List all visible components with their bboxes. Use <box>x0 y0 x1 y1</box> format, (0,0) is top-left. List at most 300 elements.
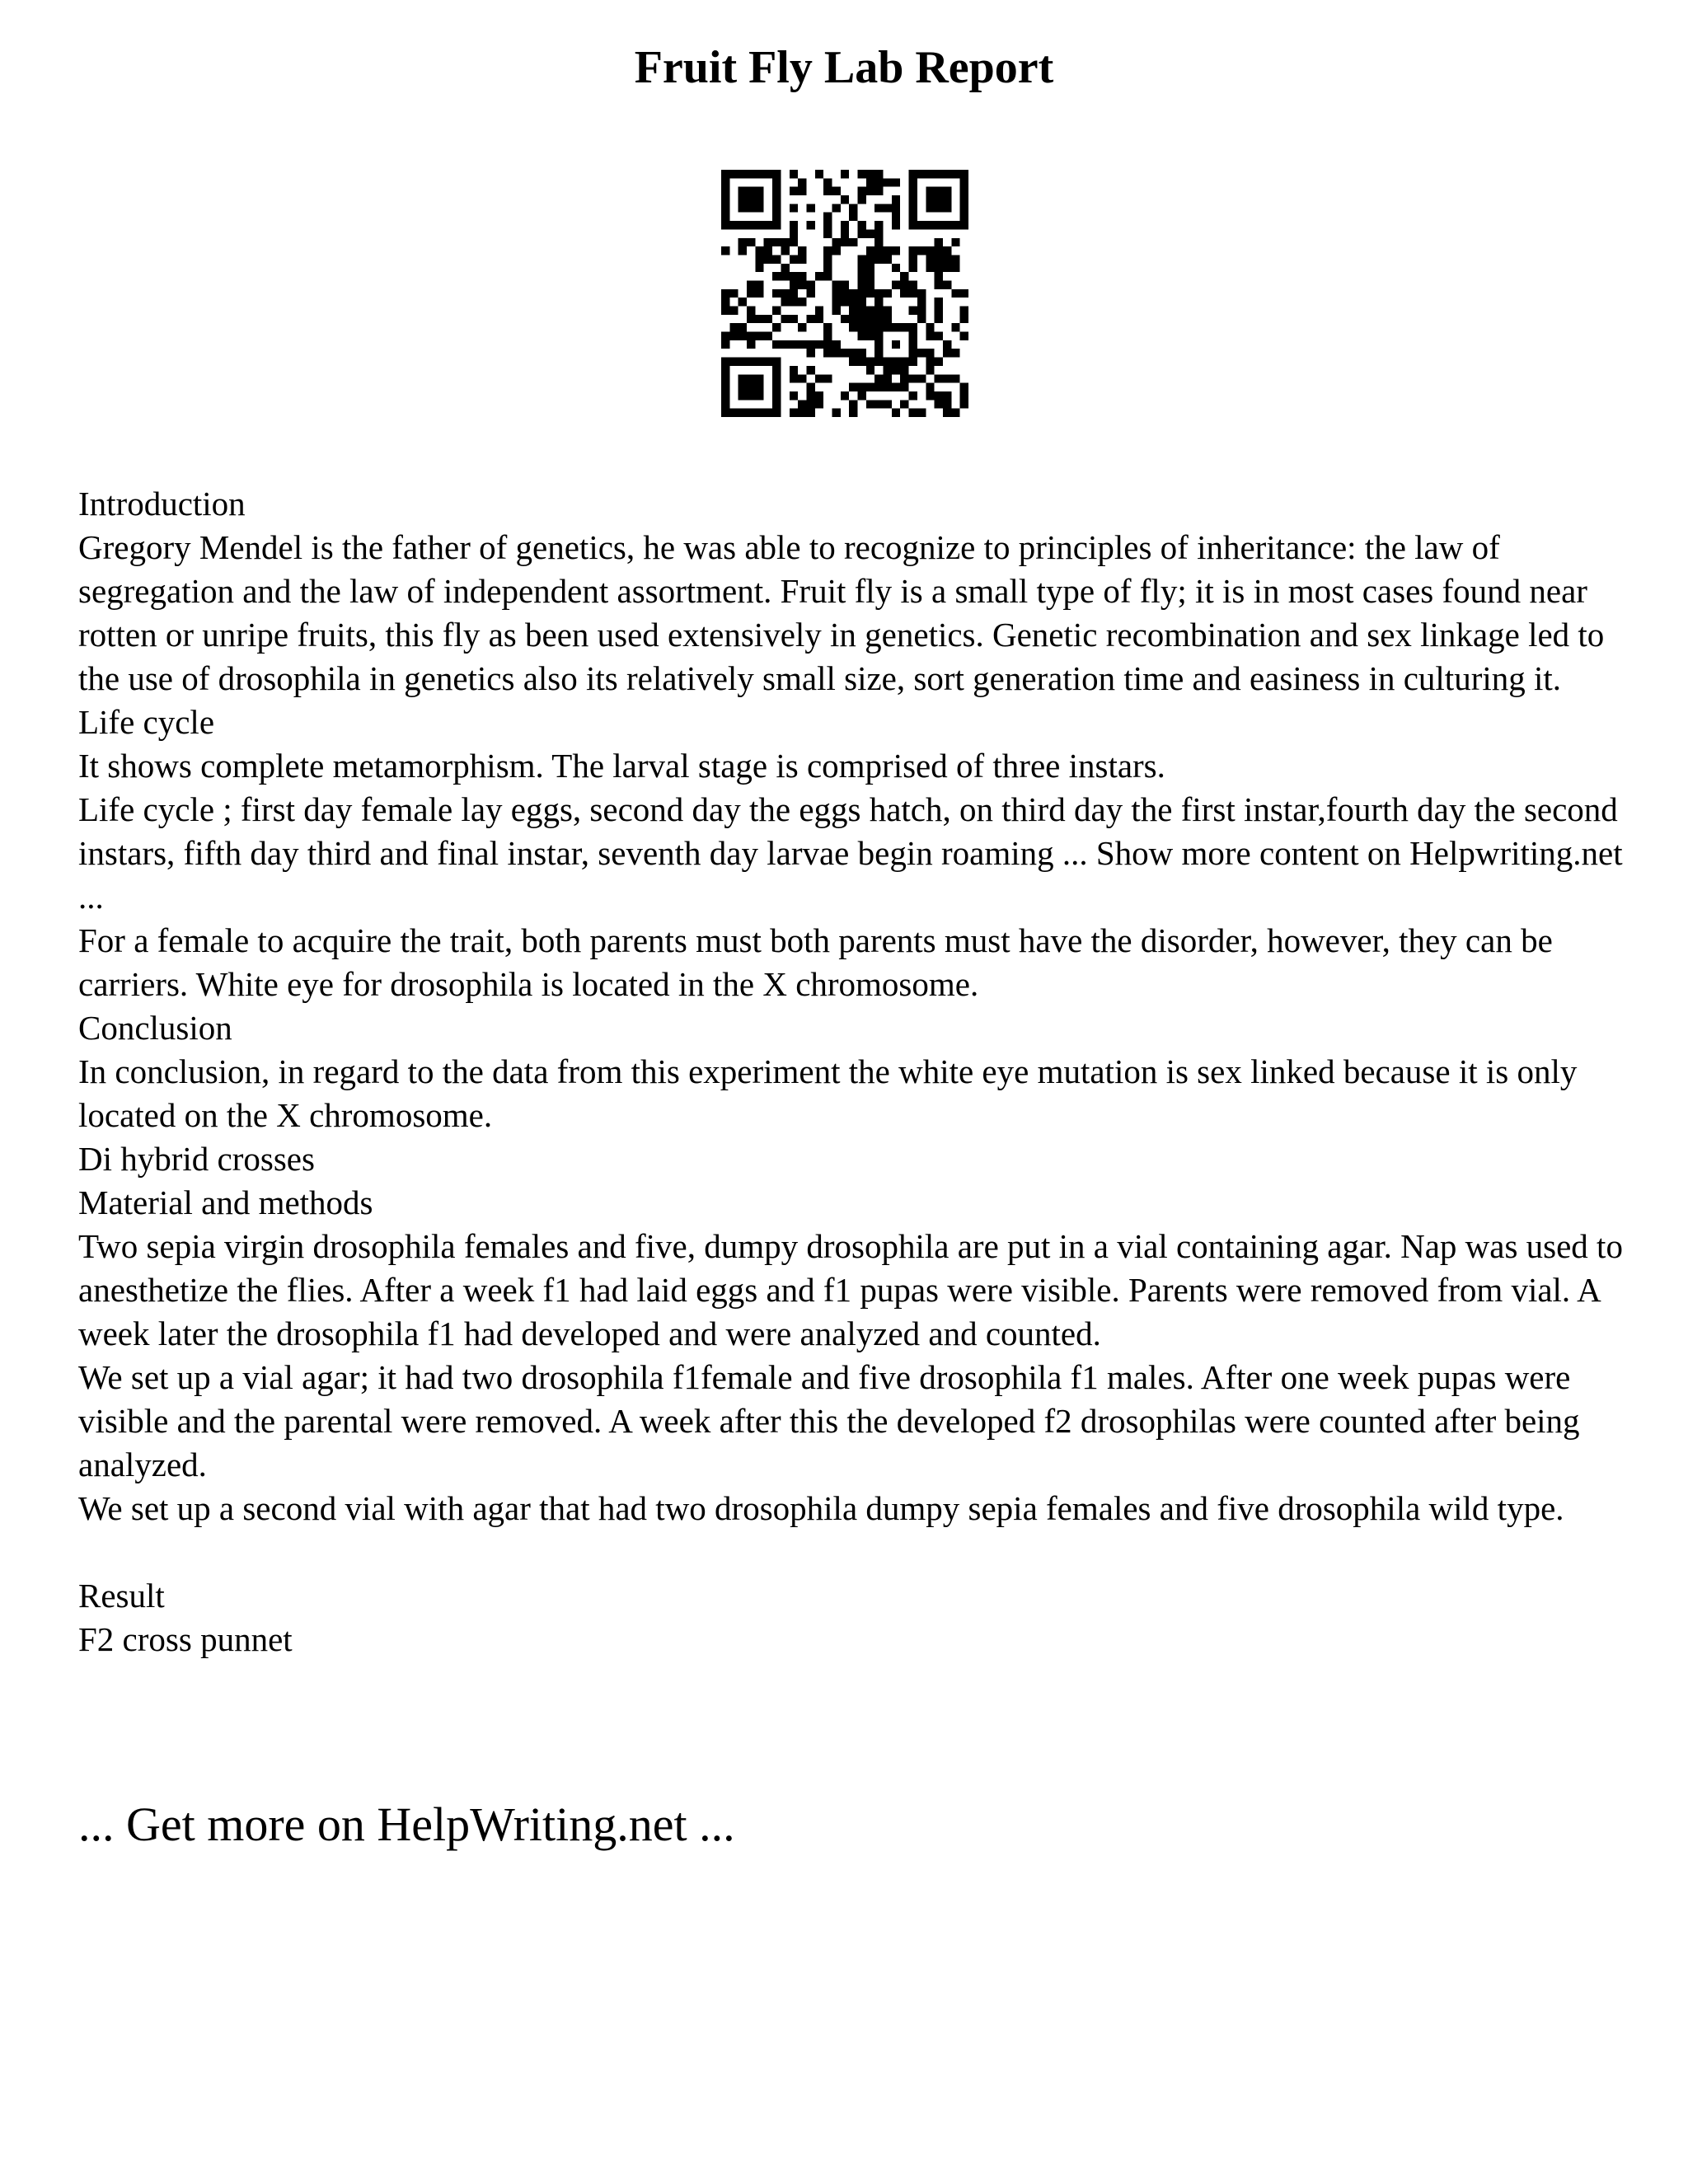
qr-module <box>841 195 849 204</box>
qr-module <box>951 409 959 417</box>
qr-module <box>866 280 874 288</box>
qr-module <box>790 391 798 400</box>
qr-module <box>849 289 857 298</box>
qr-module <box>790 340 798 349</box>
qr-module <box>874 246 883 255</box>
qr-module <box>738 391 747 400</box>
qr-module <box>874 187 883 195</box>
qr-module <box>900 358 908 366</box>
qr-module <box>806 383 814 391</box>
qr-module <box>849 298 857 306</box>
qr-module <box>823 187 832 195</box>
qr-module <box>926 323 934 331</box>
qr-module <box>755 187 763 195</box>
qr-module <box>798 298 806 306</box>
qr-module <box>841 221 849 229</box>
qr-module <box>874 340 883 349</box>
qr-module <box>935 315 943 323</box>
qr-module <box>772 195 781 204</box>
qr-module <box>866 315 874 323</box>
qr-module <box>721 289 729 298</box>
qr-module <box>798 340 806 349</box>
qr-module <box>866 358 874 366</box>
qr-module <box>858 272 866 280</box>
qr-module <box>858 187 866 195</box>
qr-module <box>772 358 781 366</box>
qr-module <box>747 238 755 246</box>
qr-module <box>832 204 840 212</box>
qr-module <box>874 204 883 212</box>
qr-module <box>841 289 849 298</box>
qr-module <box>858 289 866 298</box>
qr-module <box>772 400 781 408</box>
qr-module <box>798 374 806 382</box>
qr-module <box>917 307 926 315</box>
qr-module <box>790 221 798 229</box>
qr-module <box>943 170 951 178</box>
qr-module <box>738 195 747 204</box>
qr-module <box>960 204 968 212</box>
qr-module <box>747 204 755 212</box>
document-body <box>78 482 1628 1661</box>
qr-module <box>909 178 917 186</box>
qr-module <box>790 315 798 323</box>
qr-module <box>909 340 917 349</box>
qr-module <box>806 340 814 349</box>
qr-module <box>926 221 934 229</box>
qr-module <box>900 383 908 391</box>
qr-module <box>909 255 917 263</box>
qr-module <box>935 204 943 212</box>
qr-module <box>798 246 806 255</box>
heading-life-cycle: Life cycle <box>78 703 215 741</box>
qr-module <box>764 332 772 340</box>
qr-module <box>841 280 849 288</box>
qr-module <box>790 409 798 417</box>
qr-module <box>858 221 866 229</box>
qr-module <box>943 391 951 400</box>
qr-module <box>917 221 926 229</box>
qr-module <box>790 170 798 178</box>
qr-module <box>900 366 908 374</box>
qr-module <box>900 323 908 331</box>
qr-module <box>874 383 883 391</box>
qr-module <box>917 374 926 382</box>
qr-module <box>935 391 943 400</box>
qr-module <box>926 391 934 400</box>
qr-module <box>823 264 832 272</box>
qr-module <box>943 221 951 229</box>
qr-module <box>764 238 772 246</box>
qr-module <box>823 332 832 340</box>
qr-module <box>738 332 747 340</box>
qr-module <box>721 391 729 400</box>
qr-module <box>721 340 729 349</box>
qr-module <box>764 358 772 366</box>
qr-module <box>747 340 755 349</box>
qr-module <box>909 264 917 272</box>
qr-module <box>721 178 729 186</box>
qr-module <box>738 246 747 255</box>
qr-module <box>823 213 832 221</box>
qr-module <box>960 178 968 186</box>
qr-module <box>935 221 943 229</box>
heading-introduction: Introduction <box>78 485 246 523</box>
qr-module <box>951 221 959 229</box>
qr-module <box>909 170 917 178</box>
qr-module <box>806 391 814 400</box>
qr-module <box>935 246 943 255</box>
qr-module <box>755 358 763 366</box>
qr-module <box>960 315 968 323</box>
qr-module <box>781 246 789 255</box>
qr-module <box>729 170 738 178</box>
qr-module <box>874 229 883 237</box>
qr-module <box>738 298 747 306</box>
qr-module <box>849 400 857 408</box>
qr-module <box>926 204 934 212</box>
qr-module <box>815 374 823 382</box>
qr-module <box>943 349 951 357</box>
qr-module <box>781 298 789 306</box>
qr-module <box>960 332 968 340</box>
qr-module <box>755 383 763 391</box>
qr-module <box>866 178 874 186</box>
qr-module <box>917 298 926 306</box>
qr-module <box>892 221 900 229</box>
qr-module <box>790 289 798 298</box>
qr-module <box>858 349 866 357</box>
qr-module <box>841 391 849 400</box>
qr-module <box>781 272 789 280</box>
qr-module <box>884 204 892 212</box>
qr-module <box>874 307 883 315</box>
qr-module <box>747 383 755 391</box>
qr-module <box>849 307 857 315</box>
qr-module <box>798 178 806 186</box>
qr-module <box>832 238 840 246</box>
qr-module <box>823 221 832 229</box>
qr-module <box>943 409 951 417</box>
qr-module <box>806 409 814 417</box>
qr-module <box>781 289 789 298</box>
qr-module <box>874 178 883 186</box>
qr-module <box>815 170 823 178</box>
qr-module <box>738 170 747 178</box>
qr-module <box>747 332 755 340</box>
qr-module <box>874 221 883 229</box>
qr-module <box>909 289 917 298</box>
qr-module <box>823 349 832 357</box>
qr-module <box>866 187 874 195</box>
qr-module <box>943 195 951 204</box>
qr-module <box>781 264 789 272</box>
qr-module <box>951 289 959 298</box>
qr-module <box>874 349 883 357</box>
qr-module <box>909 358 917 366</box>
qr-module <box>806 349 814 357</box>
qr-module <box>815 400 823 408</box>
qr-module <box>721 332 729 340</box>
qr-module <box>884 383 892 391</box>
qr-module <box>721 204 729 212</box>
qr-module <box>892 204 900 212</box>
qr-module <box>721 366 729 374</box>
qr-module <box>738 323 747 331</box>
heading-result: Result <box>78 1577 165 1615</box>
qr-module <box>935 358 943 366</box>
qr-module <box>772 289 781 298</box>
qr-module <box>935 400 943 408</box>
qr-module <box>892 409 900 417</box>
qr-module <box>960 195 968 204</box>
qr-module <box>823 323 832 331</box>
qr-module <box>772 374 781 382</box>
qr-module <box>738 238 747 246</box>
qr-module <box>943 340 951 349</box>
paragraph-methods-1: Two sepia virgin drosophila females and five, dumpy drosophila are put in a vial containing agar. Nap was used to anesthetize the flies. After a week f1 had laid eggs and f1 pupas were visible. Parents were removed from vial. A week later the drosophila f1 had developed and were analyzed and counted. <box>78 1227 1623 1352</box>
qr-module <box>755 391 763 400</box>
qr-module <box>909 409 917 417</box>
qr-module <box>849 409 857 417</box>
qr-module <box>926 187 934 195</box>
qr-module <box>917 349 926 357</box>
qr-module <box>721 246 729 255</box>
qr-module <box>790 187 798 195</box>
qr-module <box>798 323 806 331</box>
qr-module <box>943 255 951 263</box>
qr-module <box>721 409 729 417</box>
qr-module <box>815 272 823 280</box>
paragraph-trait: For a female to acquire the trait, both parents must both parents must have the disorder, however, they can be carriers. White eye for drosophila is located in the X chromosome. <box>78 921 1553 1003</box>
qr-module <box>858 229 866 237</box>
qr-module <box>858 358 866 366</box>
qr-module <box>858 332 866 340</box>
qr-module <box>738 409 747 417</box>
qr-module <box>755 204 763 212</box>
qr-module <box>772 204 781 212</box>
qr-module <box>747 307 755 315</box>
qr-module <box>790 280 798 288</box>
qr-module <box>721 195 729 204</box>
qr-module <box>772 187 781 195</box>
qr-module <box>866 229 874 237</box>
qr-module <box>884 358 892 366</box>
qr-module <box>849 358 857 366</box>
qr-module <box>849 323 857 331</box>
qr-module <box>951 170 959 178</box>
qr-module <box>858 298 866 306</box>
qr-module <box>832 349 840 357</box>
qr-module <box>866 332 874 340</box>
qr-module <box>866 307 874 315</box>
qr-module <box>841 238 849 246</box>
qr-module <box>747 221 755 229</box>
qr-module <box>866 366 874 374</box>
qr-code <box>721 170 968 417</box>
qr-module <box>866 323 874 331</box>
qr-module <box>874 323 883 331</box>
qr-module <box>909 204 917 212</box>
qr-module <box>729 221 738 229</box>
qr-module <box>960 187 968 195</box>
qr-module <box>909 391 917 400</box>
qr-module <box>884 366 892 374</box>
qr-module <box>755 280 763 288</box>
qr-module <box>755 315 763 323</box>
qr-module <box>772 213 781 221</box>
qr-module <box>892 340 900 349</box>
qr-module <box>798 409 806 417</box>
qr-module <box>823 229 832 237</box>
qr-module <box>892 323 900 331</box>
qr-module <box>858 195 866 204</box>
qr-module <box>832 409 840 417</box>
qr-module <box>935 187 943 195</box>
qr-module <box>892 178 900 186</box>
qr-module <box>874 170 883 178</box>
qr-module <box>926 358 934 366</box>
qr-module <box>943 204 951 212</box>
qr-module <box>806 315 814 323</box>
qr-module <box>960 170 968 178</box>
qr-module <box>909 246 917 255</box>
qr-module <box>772 178 781 186</box>
qr-module <box>721 374 729 382</box>
qr-module <box>866 289 874 298</box>
qr-module <box>764 170 772 178</box>
qr-module <box>926 332 934 340</box>
qr-module <box>747 187 755 195</box>
qr-module <box>884 323 892 331</box>
qr-module <box>960 400 968 408</box>
paragraph-introduction: Gregory Mendel is the father of genetics, he was able to recognize to principles of inheritance: the law of segregation and the law of independent assortment. Fruit fly is a small type of fly; it is in most cases found near rotten or unripe fruits, this fly as been used extensively in genetics. Genetic recombination and sex linkage led to the use of drosophila in genetics also its relatively small size, sort generation time and easiness in culturing it. <box>78 528 1605 697</box>
qr-module <box>832 246 840 255</box>
qr-module <box>943 400 951 408</box>
qr-module <box>772 409 781 417</box>
qr-module <box>747 280 755 288</box>
qr-module <box>892 195 900 204</box>
qr-module <box>951 349 959 357</box>
qr-module <box>951 255 959 263</box>
qr-module <box>858 323 866 331</box>
qr-module <box>943 246 951 255</box>
qr-module <box>935 238 943 246</box>
qr-module <box>823 178 832 186</box>
qr-module <box>935 332 943 340</box>
qr-module <box>790 238 798 246</box>
qr-module <box>806 280 814 288</box>
qr-module <box>755 221 763 229</box>
qr-module <box>874 315 883 323</box>
qr-module <box>935 374 943 382</box>
qr-module <box>909 349 917 357</box>
heading-conclusion: Conclusion <box>78 1009 232 1047</box>
qr-module <box>832 298 840 306</box>
qr-module <box>884 374 892 382</box>
qr-module <box>866 383 874 391</box>
qr-module <box>764 255 772 263</box>
qr-module <box>747 195 755 204</box>
qr-module <box>909 195 917 204</box>
promo-link[interactable]: ... Get more on HelpWriting.net ... <box>78 1797 735 1851</box>
qr-module <box>823 272 832 280</box>
qr-module <box>790 255 798 263</box>
qr-module <box>858 255 866 263</box>
qr-module <box>772 238 781 246</box>
qr-module <box>960 289 968 298</box>
qr-module <box>755 374 763 382</box>
qr-module <box>729 409 738 417</box>
qr-module <box>798 280 806 288</box>
paragraph-life-cycle: Life cycle ; first day female lay eggs, second day the eggs hatch, on third day the first instar,fourth day the second instars, fifth day third and final instar, seventh day larvae begin roaming ... Show more content on Helpwriting.net ... <box>78 790 1623 916</box>
qr-module <box>849 204 857 212</box>
qr-module <box>849 383 857 391</box>
qr-module <box>884 400 892 408</box>
qr-module <box>900 280 908 288</box>
qr-module <box>729 358 738 366</box>
qr-module <box>892 358 900 366</box>
qr-module <box>815 307 823 315</box>
qr-module <box>926 170 934 178</box>
qr-module <box>729 323 738 331</box>
qr-module <box>874 238 883 246</box>
qr-module <box>935 280 943 288</box>
qr-module <box>892 366 900 374</box>
qr-module <box>755 170 763 178</box>
qr-module <box>841 349 849 357</box>
qr-module <box>721 170 729 178</box>
qr-module <box>781 238 789 246</box>
qr-module <box>806 204 814 212</box>
qr-module <box>747 409 755 417</box>
qr-module <box>951 264 959 272</box>
heading-material-methods: Material and methods <box>78 1183 373 1221</box>
qr-module <box>874 298 883 306</box>
qr-module <box>815 391 823 400</box>
qr-module <box>874 358 883 366</box>
qr-module <box>747 170 755 178</box>
qr-module <box>721 307 729 315</box>
qr-module <box>858 170 866 178</box>
qr-module <box>729 289 738 298</box>
qr-module <box>721 298 729 306</box>
qr-module <box>935 298 943 306</box>
qr-module <box>884 178 892 186</box>
qr-module <box>926 383 934 391</box>
qr-module <box>909 280 917 288</box>
qr-module <box>900 400 908 408</box>
qr-module <box>790 366 798 374</box>
qr-module <box>755 195 763 204</box>
qr-module <box>909 374 917 382</box>
qr-module <box>900 272 908 280</box>
qr-module <box>917 409 926 417</box>
paragraph-methods-2: We set up a vial agar; it had two drosophila f1female and five drosophila f1 males. After one week pupas were visible and the parental were removed. A week after this the developed f2 drosophilas were counted after being analyzed. <box>78 1358 1580 1483</box>
qr-module <box>832 340 840 349</box>
qr-module <box>721 383 729 391</box>
qr-module <box>815 340 823 349</box>
qr-module <box>841 170 849 178</box>
qr-module <box>909 332 917 340</box>
qr-module <box>943 187 951 195</box>
qr-module <box>832 280 840 288</box>
qr-module <box>747 374 755 382</box>
qr-module <box>755 332 763 340</box>
qr-module <box>943 280 951 288</box>
qr-module <box>738 221 747 229</box>
qr-module <box>747 289 755 298</box>
